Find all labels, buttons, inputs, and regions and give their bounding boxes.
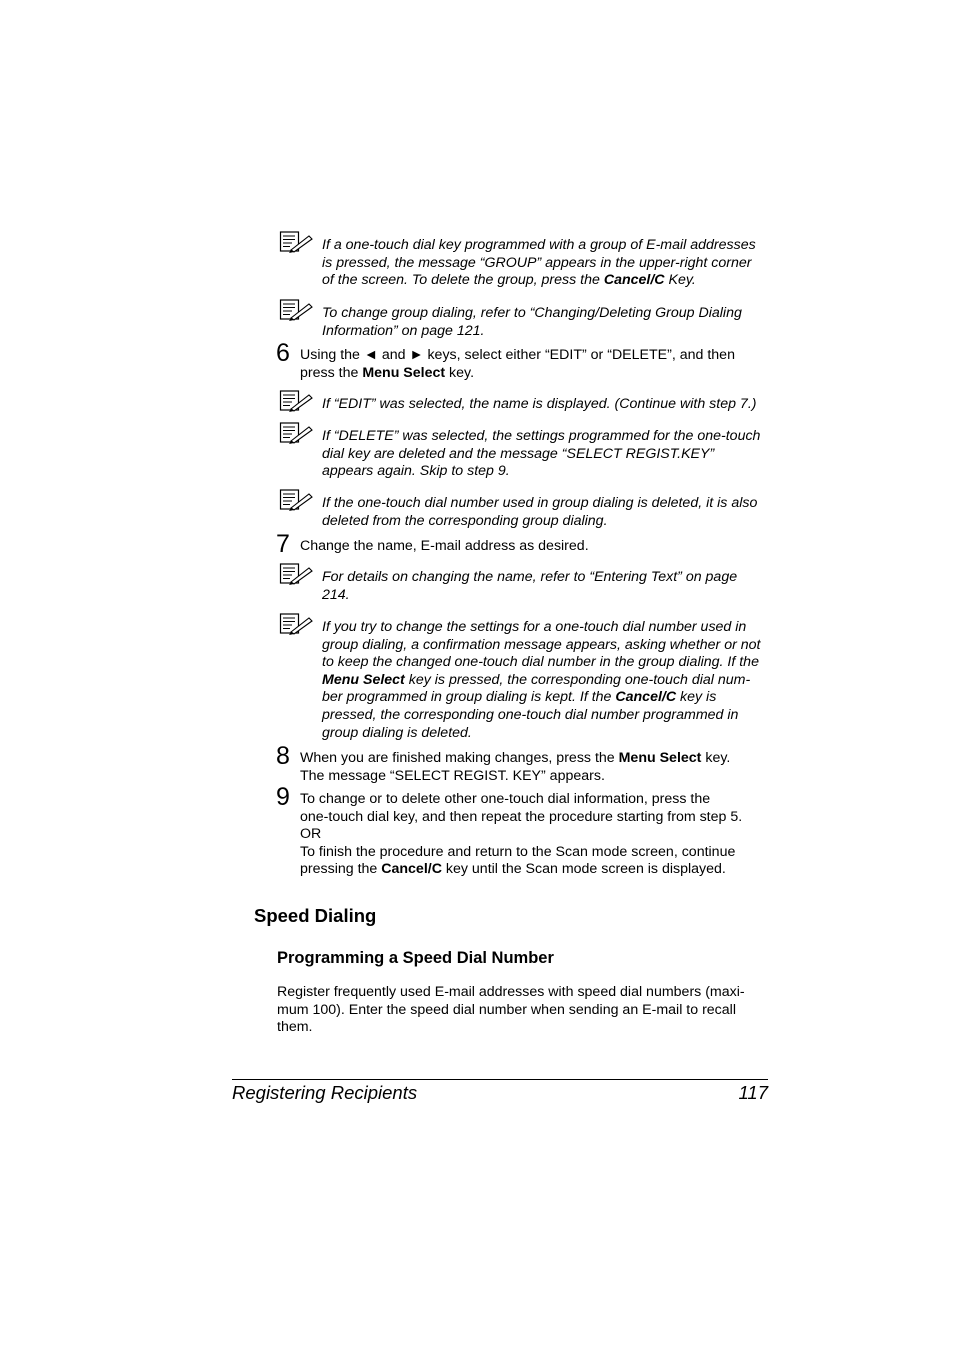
step-item	[276, 530, 766, 558]
note-block	[279, 299, 769, 343]
note-pencil-icon	[279, 299, 313, 321]
note-text: If you try to change the settings for a one-touch dial number used in group dialing, a confirmation message appears, asking whether or not to keep the changed one-touch dial number in the group dialing. If the Menu Select key is pressed, the corresponding one-touch dial num- ber programmed in group dialing is kept. If the Cancel/C key is pressed, the corresponding one-touch dial number programmed in group dialing is deleted.	[322, 619, 761, 741]
body-paragraph: Register frequently used E-mail addresses with speed dial numbers (maxi- mum 100). Enter the speed dial number when sending an E-mail to recall them.	[277, 984, 745, 1036]
note-text: For details on changing the name, refer to “Entering Text” on page 214.	[322, 569, 738, 603]
step-number: 6	[276, 339, 290, 367]
note-text: If the one-touch dial number used in group dialing is deleted, it is also deleted from the corresponding group dialing.	[322, 495, 758, 529]
note-block	[279, 231, 769, 291]
note-pencil-icon	[279, 613, 313, 635]
subsection-heading: Programming a Speed Dial Number	[277, 949, 554, 967]
note-block	[279, 390, 769, 416]
footer-rule	[232, 1079, 768, 1080]
step-number: 7	[276, 530, 290, 558]
step-number: 9	[276, 783, 290, 811]
page-number: 117	[738, 1082, 768, 1103]
footer-chapter-title: Registering Recipients	[232, 1082, 418, 1103]
step-text: To change or to delete other one-touch dial information, press the one-touch dial key, and then repeat the procedure starting from step 5. OR To finish the procedure and return to the Scan mode screen, continue pressing the Cancel/C key until the Scan mode screen is displayed.	[300, 791, 743, 878]
step-item	[276, 339, 766, 383]
note-block	[279, 422, 769, 482]
note-pencil-icon	[279, 231, 313, 253]
step-text: Change the name, E-mail address as desired.	[300, 538, 589, 554]
note-pencil-icon	[279, 422, 313, 444]
step-text: Using the ◄ and ► keys, select either “EDIT” or “DELETE”, and then press the Menu Select key.	[300, 347, 735, 381]
note-block	[279, 613, 769, 745]
note-block	[279, 563, 769, 607]
step-text: When you are finished making changes, press the Menu Select key. The message “SELECT REGIST. KEY” appears.	[300, 750, 731, 784]
note-text: To change group dialing, refer to “Changing/Deleting Group Dialing Information” on page 121.	[322, 305, 742, 339]
step-item	[276, 742, 766, 786]
note-pencil-icon	[279, 390, 313, 412]
note-pencil-icon	[279, 489, 313, 511]
note-text: If a one-touch dial key programmed with a group of E-mail addresses is pressed, the message “GROUP” appears in the upper-right corner of the screen. To delete the group, press the Cancel/C Key.	[322, 237, 756, 289]
step-item	[276, 783, 766, 881]
note-pencil-icon	[279, 563, 313, 585]
note-block	[279, 489, 769, 533]
section-heading: Speed Dialing	[254, 905, 377, 926]
note-text: If “DELETE” was selected, the settings programmed for the one-touch dial key are deleted and the message “SELECT REGIST.KEY” appears again. Skip to step 9.	[322, 428, 761, 480]
note-text: If “EDIT” was selected, the name is displayed. (Continue with step 7.)	[322, 396, 757, 412]
step-number: 8	[276, 742, 290, 770]
